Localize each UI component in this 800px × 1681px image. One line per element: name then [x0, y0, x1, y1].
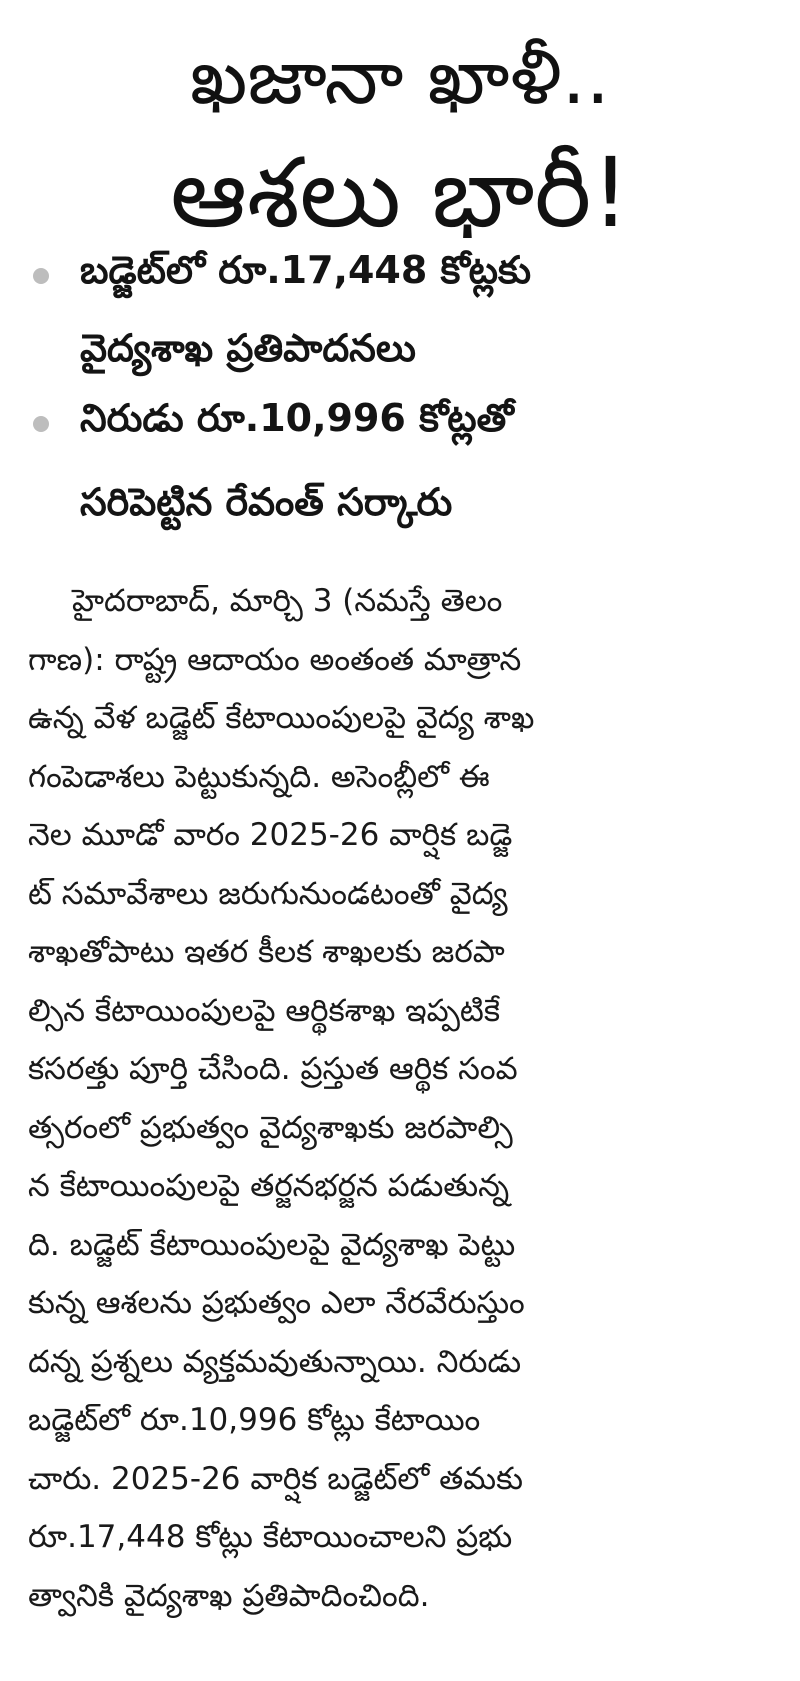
body-line: గాణ): రాష్ట్ర ఆదాయం అంతంత మాత్రాన [28, 641, 522, 678]
article-body [28, 572, 770, 1625]
body-line: హైదరాబాద్, మార్చి 3 (నమస్తే తెలం [72, 583, 503, 619]
body-line: ట్ సమావేశాలు జరుగునుండటంతో వైద్య [28, 875, 508, 912]
bullet-2-line-2: సరిపెట్టిన రేవంత్ సర్కారు [80, 480, 453, 524]
body-line: రూ.17,448 కోట్లు కేటాయించాలని ప్రభు [28, 1519, 513, 1555]
body-line: దన్న ప్రశ్నలు వ్యక్తమవుతున్నాయి. నిరుడు [28, 1343, 522, 1380]
body-line: న కేటాయింపులపై తర్జనభర్జన పడుతున్న [28, 1168, 510, 1204]
bullet-1-line-1: బడ్జెట్‌లో రూ.17,448 కోట్లకు [80, 248, 531, 292]
body-line: కున్న ఆశలను ప్రభుత్వం ఎలా నేరవేరుస్తుం [28, 1285, 525, 1321]
body-line: బడ్జెట్‌లో రూ.10,996 కోట్లు కేటాయిం [28, 1402, 481, 1438]
headline-line-2: ఆశలు భారీ! [170, 137, 630, 249]
body-line: ల్సిన కేటాయింపులపై ఆర్థికశాఖ ఇప్పటికే [28, 992, 501, 1029]
headline-line-1: ఖజానా ఖాళీ.. [190, 32, 610, 121]
bullet-1-line-2: వైద్యశాఖ ప్రతిపాదనలు [80, 326, 416, 370]
body-line: త్వానికి వైద్యశాఖ ప్రతిపాదించింది. [28, 1577, 430, 1614]
body-line: చారు. 2025-26 వార్షిక బడ్జెట్‌లో తమకు [28, 1460, 523, 1497]
body-line: నెల మూడో వారం 2025-26 వార్షిక బడ్జె [28, 817, 513, 853]
body-line: త్సరంలో ప్రభుత్వం వైద్యశాఖకు జరపాల్సి [28, 1109, 513, 1146]
body-line: ది. బడ్జెట్ కేటాయింపులపై వైద్యశాఖ పెట్టు [28, 1226, 516, 1263]
body-line: శాఖతోపాటు ఇతర కీలక శాఖలకు జరపా [28, 934, 505, 970]
body-line: గంపెడాశలు పెట్టుకున్నది. అసెంబ్లీలో ఈ [28, 758, 490, 795]
bullet-dot-icon [33, 416, 49, 432]
body-line: ఉన్న వేళ బడ్జెట్ కేటాయింపులపై వైద్య శాఖ [28, 700, 535, 736]
body-line: కసరత్తు పూర్తి చేసింది. ప్రస్తుత ఆర్థిక సంవ [28, 1051, 518, 1087]
bullet-2-line-1: నిరుడు రూ.10,996 కోట్లతో [80, 396, 514, 440]
bullet-dot-icon [33, 268, 49, 284]
